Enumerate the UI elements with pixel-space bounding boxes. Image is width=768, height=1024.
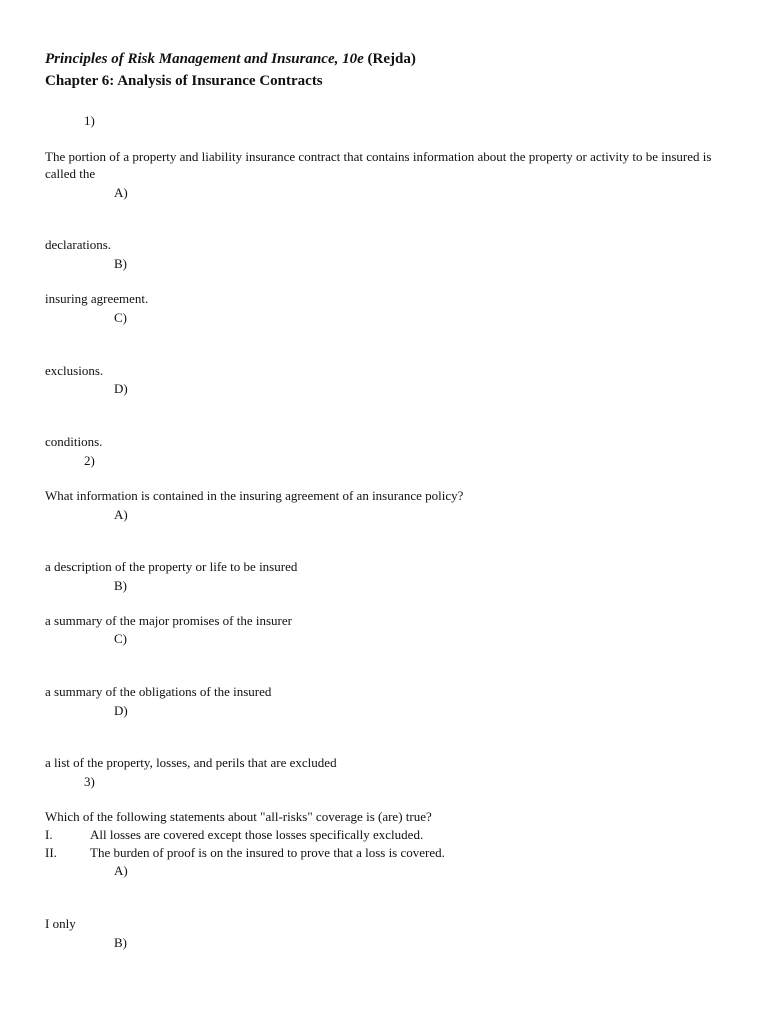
- choice-letter: D): [114, 381, 128, 396]
- choice-text: a list of the property, losses, and perils that are excluded: [45, 755, 337, 770]
- choice-letter: B): [114, 256, 127, 271]
- book-author: (Rejda): [367, 51, 416, 67]
- choice-letter: A): [114, 185, 128, 200]
- statement-numeral: I.: [45, 827, 53, 842]
- choice-text: a description of the property or life to be insured: [45, 559, 298, 574]
- question-stem: Which of the following statements about "all-risks" coverage is (are) true?: [45, 809, 432, 824]
- statement-text: The burden of proof is on the insured to prove that a loss is covered.: [90, 845, 445, 860]
- choice-text: a summary of the obligations of the insured: [45, 684, 272, 699]
- statement-text: All losses are covered except those losses specifically excluded.: [90, 827, 424, 842]
- choice-text: declarations.: [45, 237, 112, 252]
- choice-letter: C): [114, 631, 127, 646]
- choice-letter: B): [114, 935, 127, 950]
- book-title: Principles of Risk Management and Insurance, 10e: [45, 51, 364, 67]
- choice-letter: C): [114, 310, 127, 325]
- question-number: 1): [84, 113, 95, 128]
- choice-letter: A): [114, 507, 128, 522]
- question-number: 3): [84, 774, 95, 789]
- choice-letter: A): [114, 863, 128, 878]
- book-title-line: [45, 49, 416, 69]
- choice-letter: D): [114, 703, 128, 718]
- choice-text: exclusions.: [45, 363, 104, 378]
- question-stem: The portion of a property and liability insurance contract that contains information about the property or activity to be insured is called the: [45, 149, 712, 181]
- choice-text: I only: [45, 916, 76, 931]
- statement-numeral: II.: [45, 845, 57, 860]
- choice-text: conditions.: [45, 434, 103, 449]
- question-number: 2): [84, 453, 95, 468]
- choice-text: insuring agreement.: [45, 291, 149, 306]
- choice-text: a summary of the major promises of the insurer: [45, 613, 292, 628]
- chapter-title: Chapter 6: Analysis of Insurance Contracts: [45, 73, 323, 89]
- choice-letter: B): [114, 578, 127, 593]
- question-stem: What information is contained in the insuring agreement of an insurance policy?: [45, 488, 464, 503]
